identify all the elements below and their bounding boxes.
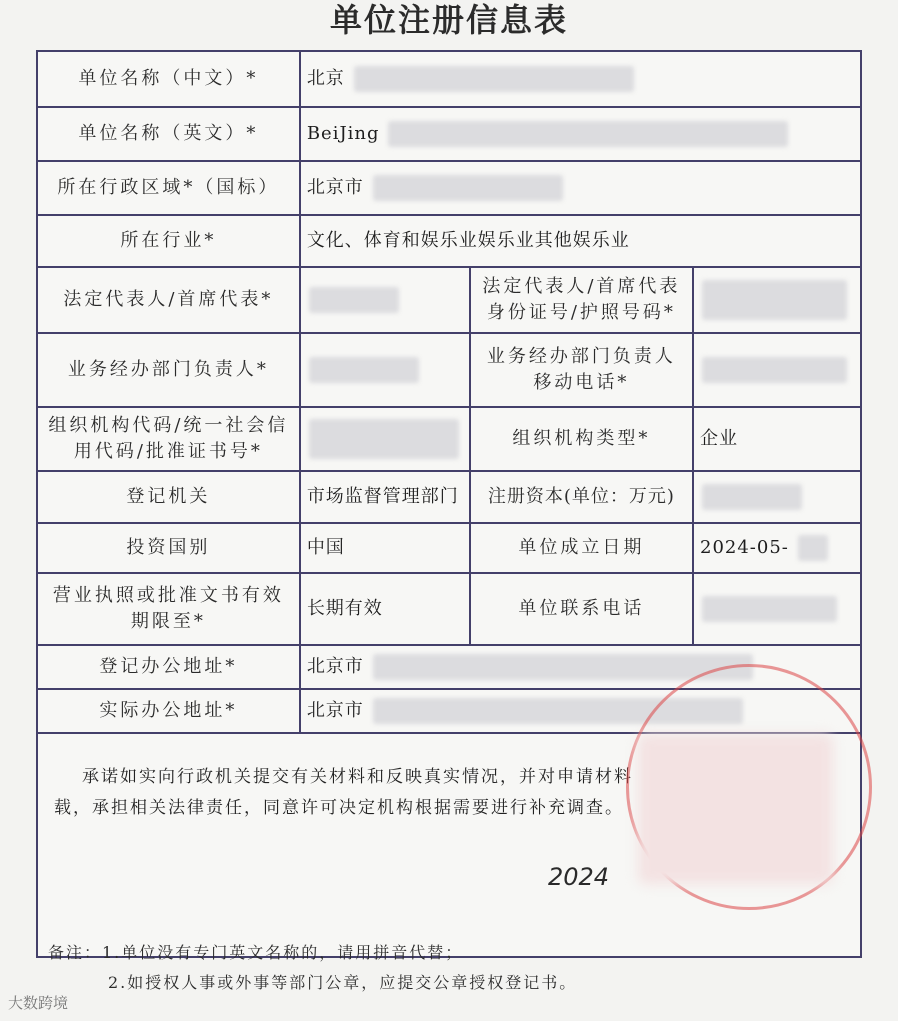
row-actual-address [37, 689, 861, 733]
redacted-seal-area [638, 734, 833, 884]
value-name-cn [300, 51, 861, 107]
value-reg-capital [693, 471, 861, 523]
row-industry [37, 215, 861, 267]
value-legal-rep [300, 267, 470, 333]
registration-form-table [36, 50, 862, 958]
value-license-validity: 长期有效 [300, 573, 470, 645]
row-legal-rep [37, 267, 861, 333]
note-2: 2.如授权人事或外事等部门公章，应提交公章授权登记书。 [108, 973, 578, 992]
row-license-validity [37, 573, 861, 645]
redacted-block [702, 357, 847, 383]
label-invest-country: 投资国别 [37, 523, 300, 573]
row-name-en [37, 107, 861, 161]
label-industry: 所在行业* [37, 215, 300, 267]
redacted-block [354, 66, 634, 92]
row-region [37, 161, 861, 215]
row-pledge [37, 733, 861, 957]
label-dept-head-phone: 业务经办部门负责人移动电话* [470, 333, 693, 407]
label-contact-phone: 单位联系电话 [470, 573, 693, 645]
label-org-code: 组织机构代码/统一社会信用代码/批准证书号* [37, 407, 300, 471]
label-org-type: 组织机构类型* [470, 407, 693, 471]
redacted-block [702, 280, 847, 320]
value-dept-head [300, 333, 470, 407]
value-reg-address [300, 645, 861, 689]
page-title: 单位注册信息表 [329, 1, 568, 39]
value-region [300, 161, 861, 215]
label-name-en: 单位名称（英文）* [37, 107, 300, 161]
label-actual-address: 实际办公地址* [37, 689, 300, 733]
redacted-block [309, 419, 459, 459]
value-invest-country: 中国 [300, 523, 470, 573]
redacted-block [702, 484, 802, 510]
label-region: 所在行政区域*（国标） [37, 161, 300, 215]
value-established [693, 523, 861, 573]
value-org-code [300, 407, 470, 471]
value-legal-rep-id [693, 267, 861, 333]
row-org-code [37, 407, 861, 471]
pledge-cell [37, 733, 861, 957]
value-industry: 文化、体育和娱乐业娱乐业其他娱乐业 [300, 215, 861, 267]
value-reg-address-text: 北京市 [306, 656, 364, 677]
redacted-block [309, 357, 419, 383]
footnotes [48, 938, 577, 998]
redacted-block [373, 698, 743, 724]
row-name-cn [37, 51, 861, 107]
label-license-validity: 营业执照或批准文书有效期限至* [37, 573, 300, 645]
value-established-text: 2024-05- [700, 537, 789, 558]
redacted-block [373, 175, 563, 201]
label-legal-rep-id: 法定代表人/首席代表身份证号/护照号码* [470, 267, 693, 333]
row-dept-head [37, 333, 861, 407]
redacted-block [309, 287, 399, 313]
label-established: 单位成立日期 [470, 523, 693, 573]
value-org-type: 企业 [693, 407, 861, 471]
value-actual-address-text: 北京市 [306, 700, 364, 721]
row-reg-address [37, 645, 861, 689]
signature-date: 2024 [548, 863, 610, 891]
row-invest-country [37, 523, 861, 573]
note-1: 备注：1.单位没有专门英文名称的，请用拼音代替； [48, 943, 464, 962]
redacted-block [702, 596, 837, 622]
value-name-en-text: BeiJing [306, 123, 380, 144]
value-name-en [300, 107, 861, 161]
redacted-block [388, 121, 788, 147]
pledge-text-tail: 载，承担相关法律责任，同意许可决定机构根据需要进行补充调查。 [54, 798, 624, 818]
value-contact-phone [693, 573, 861, 645]
value-actual-address [300, 689, 861, 733]
value-reg-authority: 市场监督管理部门 [300, 471, 470, 523]
label-reg-authority: 登记机关 [37, 471, 300, 523]
value-dept-head-phone [693, 333, 861, 407]
label-reg-address: 登记办公地址* [37, 645, 300, 689]
row-reg-authority [37, 471, 861, 523]
redacted-block [798, 535, 828, 561]
value-region-text: 北京市 [306, 177, 364, 198]
label-reg-capital: 注册资本(单位：万元) [470, 471, 693, 523]
pledge-text [54, 762, 654, 824]
footer-logo: 大数跨境 [8, 994, 69, 1012]
value-name-cn-text: 北京 [306, 68, 345, 89]
redacted-block [373, 654, 753, 680]
pledge-text-main: 承诺如实向行政机关提交有关材料和反映真实情况，并对申请材料 [82, 767, 633, 787]
label-name-cn: 单位名称（中文）* [37, 51, 300, 107]
label-legal-rep: 法定代表人/首席代表* [37, 267, 300, 333]
label-dept-head: 业务经办部门负责人* [37, 333, 300, 407]
